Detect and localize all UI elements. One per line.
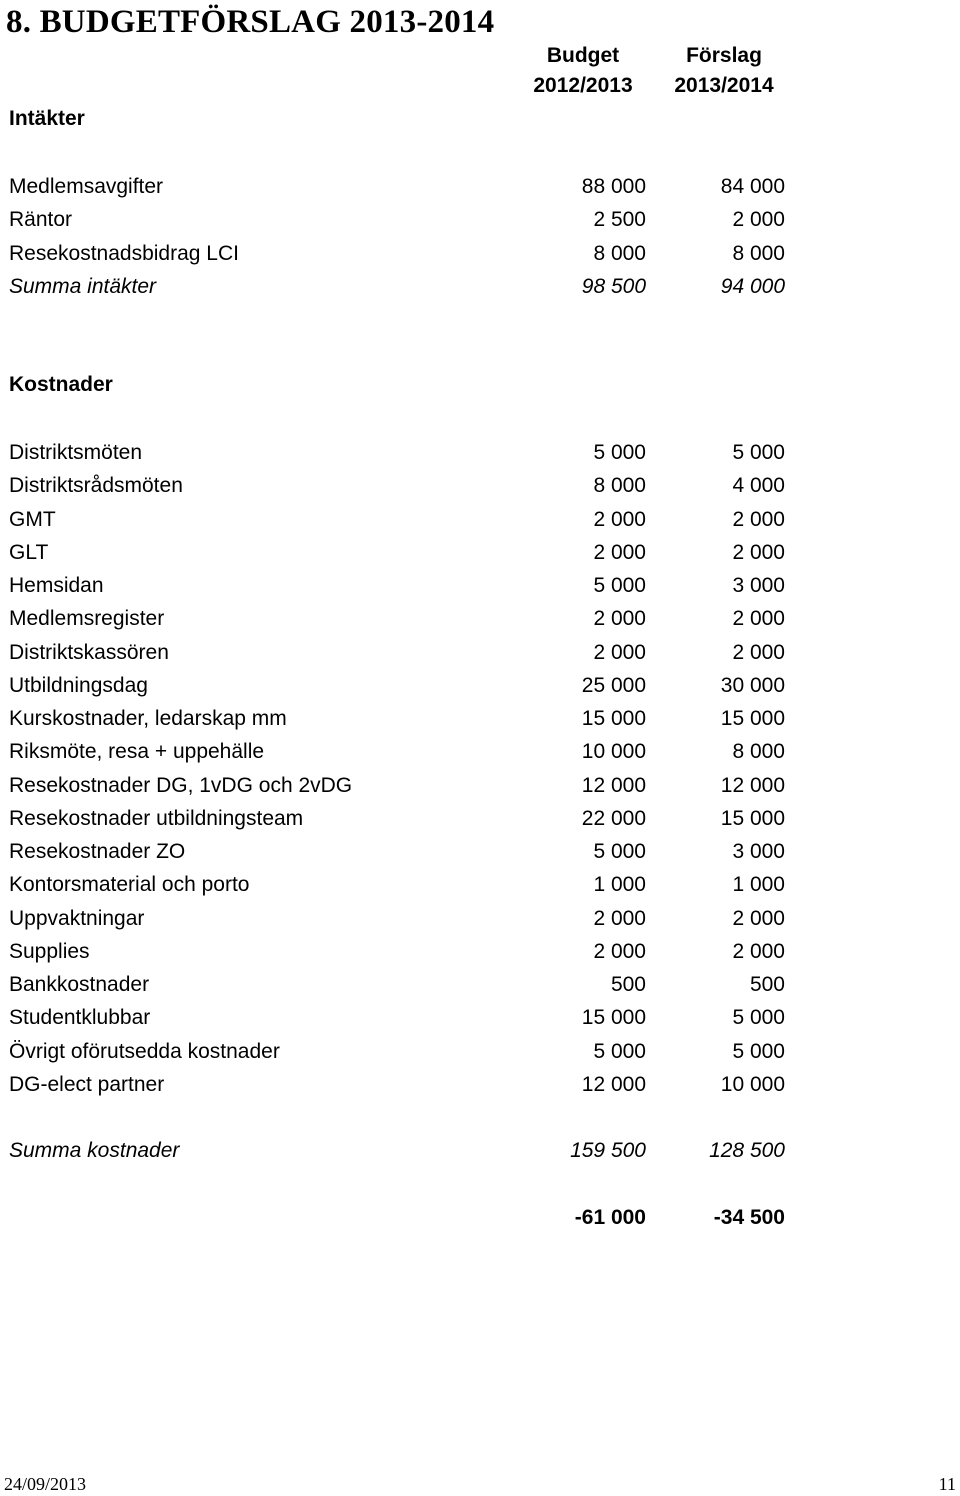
row-budget: 12 000 [581, 773, 646, 797]
row-forslag: 2 000 [732, 208, 785, 232]
result-forslag: -34 500 [713, 1206, 785, 1229]
table-row [0, 769, 960, 802]
table-row [0, 835, 960, 868]
table-row [0, 237, 960, 270]
row-forslag: 8 000 [732, 241, 785, 265]
footer-date: 24/09/2013 [4, 1474, 87, 1494]
row-budget: 2 000 [593, 607, 646, 631]
row-budget: 1 000 [593, 873, 646, 897]
row-label: Supplies [9, 939, 90, 963]
row-label: Resekostnadsbidrag LCI [9, 241, 239, 265]
row-forslag: 15 000 [720, 707, 785, 730]
row-forslag: 3 000 [732, 574, 785, 597]
row-label: Resekostnader ZO [9, 840, 186, 863]
income-total-row [0, 270, 960, 303]
page-number: 11 [938, 1474, 956, 1494]
table-row [0, 669, 960, 702]
row-label: Medlemsregister [9, 607, 165, 631]
row-label: Distriktsmöten [9, 441, 143, 464]
row-budget: 8 000 [593, 241, 646, 265]
row-label: Distriktsrådsmöten [9, 474, 183, 498]
row-label: Medlemsavgifter [9, 175, 164, 198]
row-label: Resekostnader utbildningsteam [9, 806, 304, 830]
table-row [0, 469, 960, 502]
column-header-forslag [654, 41, 794, 101]
income-heading: Intäkter [9, 107, 85, 130]
row-forslag: 1 000 [732, 873, 785, 897]
table-row [0, 636, 960, 669]
table-row [0, 735, 960, 768]
costs-total-forslag: 128 500 [709, 1139, 785, 1162]
row-label: Övrigt oförutsedda kostnader [9, 1039, 280, 1063]
row-label: Hemsidan [9, 574, 104, 597]
row-forslag: 30 000 [720, 673, 785, 697]
row-forslag: 2 000 [732, 607, 785, 631]
row-budget: 2 000 [593, 507, 646, 531]
table-row [0, 503, 960, 536]
table-row [0, 1001, 960, 1034]
table-row [0, 702, 960, 735]
row-label: GMT [9, 507, 56, 531]
row-budget: 12 000 [581, 1072, 646, 1096]
row-forslag: 2 000 [732, 507, 785, 531]
column-header-budget-line2: 2012/2013 [533, 74, 633, 97]
table-row [0, 436, 960, 469]
income-total-label: Summa intäkter [9, 275, 157, 298]
row-forslag: 12 000 [720, 773, 785, 797]
row-budget: 2 000 [593, 939, 646, 963]
table-row [0, 536, 960, 569]
row-budget: 5 000 [593, 840, 646, 863]
row-forslag: 2 000 [732, 939, 785, 963]
row-budget: 2 000 [593, 540, 646, 564]
row-label: Bankkostnader [9, 973, 150, 996]
row-budget: 10 000 [581, 740, 646, 764]
row-label: Distriktskassören [9, 640, 169, 664]
row-budget: 5 000 [593, 441, 646, 464]
row-label: Kontorsmaterial och porto [9, 873, 250, 897]
row-label: Utbildningsdag [9, 673, 148, 697]
row-label: Uppvaktningar [9, 906, 145, 930]
row-budget: 5 000 [593, 1039, 646, 1063]
row-forslag: 2 000 [732, 540, 785, 564]
table-row [0, 569, 960, 602]
table-row [0, 802, 960, 835]
column-header-forslag-line1: Förslag [686, 44, 762, 67]
row-budget: 500 [610, 973, 646, 996]
costs-total-label: Summa kostnader [9, 1139, 180, 1162]
table-row [0, 1068, 960, 1101]
income-total-forslag: 94 000 [720, 275, 785, 298]
costs-heading: Kostnader [9, 373, 113, 396]
row-budget: 15 000 [581, 1006, 646, 1030]
row-label: GLT [9, 540, 49, 564]
row-label: Studentklubbar [9, 1006, 151, 1030]
row-budget: 2 500 [593, 208, 646, 232]
row-forslag: 5 000 [732, 1006, 785, 1030]
row-budget: 2 000 [593, 640, 646, 664]
row-forslag: 84 000 [720, 175, 785, 198]
document-title: 8. BUDGETFÖRSLAG 2013-2014 [6, 4, 495, 40]
row-label: Räntor [9, 208, 73, 232]
row-budget: 2 000 [593, 906, 646, 930]
row-forslag: 500 [749, 973, 785, 996]
table-row [0, 1035, 960, 1068]
row-label: DG-elect partner [9, 1072, 165, 1096]
row-budget: 8 000 [593, 474, 646, 498]
table-row [0, 868, 960, 901]
row-budget: 22 000 [581, 806, 646, 830]
column-header-budget [520, 41, 646, 101]
row-forslag: 2 000 [732, 640, 785, 664]
costs-total-budget: 159 500 [570, 1139, 646, 1162]
row-forslag: 10 000 [720, 1072, 785, 1096]
table-row [0, 203, 960, 236]
row-forslag: 4 000 [732, 474, 785, 498]
table-row [0, 935, 960, 968]
table-row [0, 602, 960, 635]
row-forslag: 8 000 [732, 740, 785, 764]
row-budget: 5 000 [593, 574, 646, 597]
row-forslag: 2 000 [732, 906, 785, 930]
row-label: Resekostnader DG, 1vDG och 2vDG [9, 773, 353, 797]
row-forslag: 3 000 [732, 840, 785, 863]
table-row [0, 902, 960, 935]
row-budget: 25 000 [581, 673, 646, 697]
row-budget: 15 000 [581, 707, 646, 730]
income-total-budget: 98 500 [581, 275, 646, 298]
result-budget: -61 000 [574, 1206, 646, 1229]
row-forslag: 5 000 [732, 1039, 785, 1063]
column-header-forslag-line2: 2013/2014 [674, 74, 774, 97]
table-row [0, 968, 960, 1001]
costs-total-row [0, 1134, 960, 1167]
row-budget: 88 000 [581, 175, 646, 198]
row-forslag: 15 000 [720, 806, 785, 830]
row-label: Kurskostnader, ledarskap mm [9, 707, 287, 730]
row-label: Riksmöte, resa + uppehälle [9, 740, 265, 764]
column-header-budget-line1: Budget [546, 44, 620, 67]
row-forslag: 5 000 [732, 441, 785, 464]
result-row [0, 1201, 960, 1234]
table-row [0, 170, 960, 203]
